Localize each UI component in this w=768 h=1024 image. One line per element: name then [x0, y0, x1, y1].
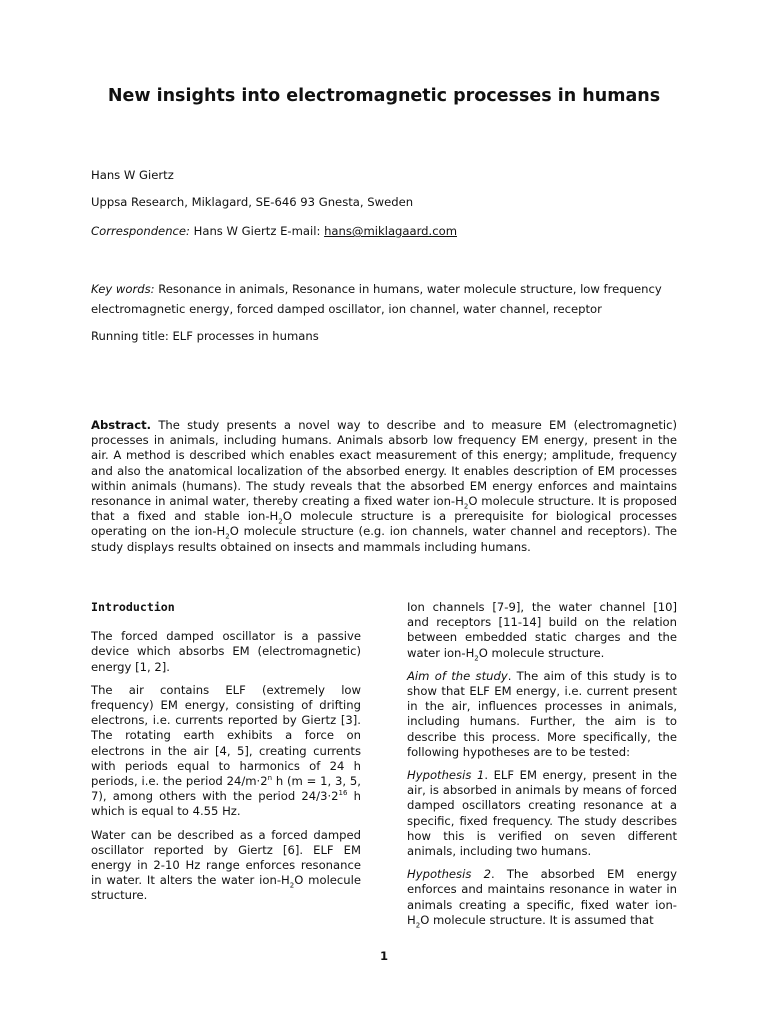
abstract: [91, 418, 677, 555]
paragraph-text: . ELF EM energy, present in the air, is absorbed in animals by means of forced damped oscillators creating resonance at a specific, fixed frequency. The study describes how this is verified on seven different animals, including two humans.: [407, 768, 678, 859]
keywords-label: Key words:: [91, 282, 155, 296]
abstract-text-4: O molecule structure (e.g. ion channels, water channel and receptors). The study displays results obtained on insects and mammals including humans.: [91, 524, 677, 554]
paragraph: [91, 683, 361, 820]
paragraph-text: . The aim of this study is to show that ELF EM energy, i.e. current present in the air, influences processes in animals, including humans. Further, the aim is to describe this process. More specifically, the following hypotheses are to be tested:: [407, 668, 677, 759]
paragraph-text: Ion channels [7-9], the water channel [10] and receptors [11-14] build on the relation between embedded static charges and the water ion-H: [407, 600, 677, 660]
subscript: 2: [463, 502, 469, 511]
subscript: 2: [474, 653, 479, 662]
paragraph-text: O molecule structure. It is assumed that: [420, 912, 654, 927]
correspondence-label: Correspondence:: [91, 224, 190, 238]
keywords-line-2: electromagnetic energy, forced damped oscillator, ion channel, water channel, receptor: [91, 302, 602, 316]
inline-label: Aim of the study: [407, 668, 508, 683]
paragraph-text: The air contains ELF (extremely low frequency) EM energy, consisting of drifting electrons, i.e. currents reported by Giertz [3]. The rotating earth exhibits a force on electrons in the air [4, 5], creating currents with periods equal to harmonics of 24 h periods, i.e. the period 24/m·2: [91, 682, 361, 789]
abstract-text-1: The study presents a novel way to describe and to measure EM (electromagnetic) processes in animals, including humans. Animals absorb low frequency EM energy, present in the air. A method is described which enables exact measurement of this energy; amplitude, frequency and also the anatomical localization of the absorbed energy. It enables description of EM processes within animals (humans). The study reveals that the absorbed EM energy enforces and maintains resonance in animal water, thereby creating a fixed water ion-H: [91, 418, 678, 509]
paragraph-text: . The absorbed EM energy enforces and maintains resonance in water in animals creating a specific, fixed water ion-H: [407, 867, 677, 927]
paragraph: [91, 828, 361, 904]
paragraph-text: h which is equal to 4.55 Hz.: [91, 789, 361, 819]
paragraph-text: O molecule structure.: [91, 873, 361, 903]
paragraph-text: Water can be described as a forced damped oscillator reported by Giertz [6]. ELF EM energy in 2-10 Hz range enforces resonance in water. It alters the water ion-H: [91, 827, 361, 888]
author-name: Hans W Giertz: [91, 168, 174, 182]
abstract-label: Abstract.: [91, 418, 152, 432]
superscript: 16: [338, 789, 348, 798]
paragraph: [407, 768, 677, 859]
paragraph: The forced damped oscillator is a passive device which absorbs EM (electromagnetic) energy [1, 2].: [91, 629, 361, 674]
correspondence-line: [91, 224, 457, 239]
subscript: 2: [225, 532, 230, 541]
correspondence-text: Hans W Giertz E-mail:: [193, 224, 321, 238]
abstract-text-3: O molecule structure is a prerequisite for biological processes operating on the ion-H: [91, 509, 678, 539]
right-column: [407, 600, 677, 936]
keywords-line-1: [91, 282, 662, 297]
email-link[interactable]: hans@miklagaard.com: [324, 224, 457, 238]
paper-title: New insights into electromagnetic processes in humans: [107, 86, 661, 106]
running-title: Running title: ELF processes in humans: [91, 329, 319, 343]
subscript: 2: [278, 517, 283, 526]
page-number: 1: [379, 949, 389, 963]
paragraph: [407, 600, 677, 661]
affiliation: Uppsa Research, Miklagard, SE-646 93 Gnesta, Sweden: [91, 195, 414, 209]
subscript: 2: [289, 881, 295, 890]
paragraph-text: O molecule structure.: [478, 645, 605, 660]
abstract-text-2: O molecule structure. It is proposed that a fixed and stable ion-H: [91, 494, 677, 524]
left-column: [91, 600, 361, 912]
paragraph-text: h (m = 1, 3, 5, 7), among others with the period 24/3·2: [91, 774, 361, 804]
subscript: 2: [415, 921, 421, 930]
paragraph: [407, 669, 677, 760]
inline-label: Hypothesis 2: [407, 867, 491, 882]
inline-label: Hypothesis 1: [407, 768, 485, 783]
paragraph: [407, 867, 677, 928]
keywords-text-1: Resonance in animals, Resonance in humans, water molecule structure, low frequency: [158, 282, 662, 296]
section-heading-introduction: Introduction: [91, 600, 175, 614]
superscript: n: [267, 774, 273, 783]
